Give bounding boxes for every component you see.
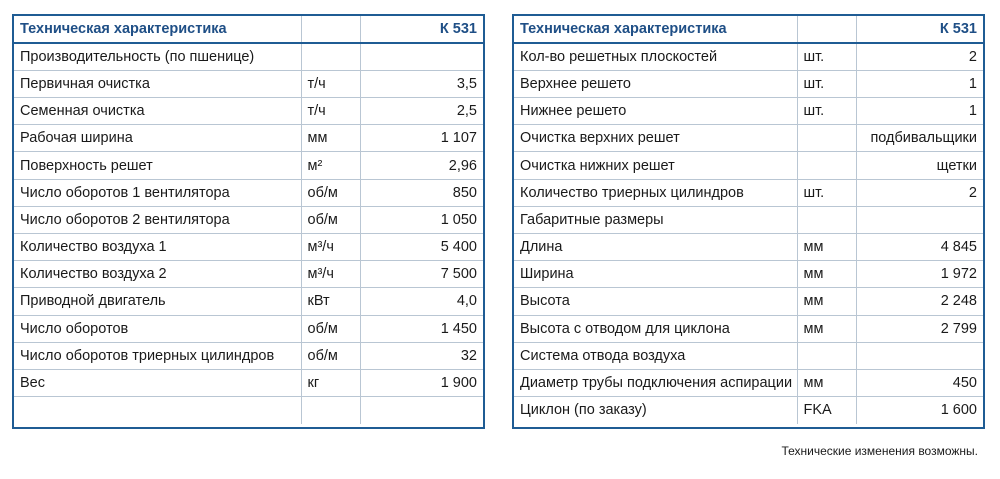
- row-label: Высота: [514, 288, 797, 315]
- table-row: [514, 206, 983, 233]
- row-label: Кол-во решетных плоскостей: [514, 43, 797, 70]
- row-unit: об/м: [301, 206, 360, 233]
- row-label: Первичная очистка: [14, 70, 301, 97]
- row-unit: кВт: [301, 288, 360, 315]
- row-value: подбивальщики: [856, 125, 983, 152]
- row-label: Диаметр трубы подключения аспирации: [514, 369, 797, 396]
- row-value: 2 248: [856, 288, 983, 315]
- row-label: Число оборотов 1 вентилятора: [14, 179, 301, 206]
- row-unit: т/ч: [301, 98, 360, 125]
- row-value: 5 400: [360, 234, 483, 261]
- row-unit: FKA: [797, 397, 856, 424]
- row-unit: [797, 206, 856, 233]
- table-row: [14, 369, 483, 396]
- row-value: 1: [856, 70, 983, 97]
- footnote: Технические изменения возможны.: [781, 444, 978, 458]
- row-value: 2,5: [360, 98, 483, 125]
- row-unit: [301, 397, 360, 424]
- row-value: 1: [856, 98, 983, 125]
- row-unit: мм: [301, 125, 360, 152]
- row-unit: шт.: [797, 43, 856, 70]
- table-row: [514, 43, 983, 70]
- row-unit: [797, 342, 856, 369]
- table-row: [514, 125, 983, 152]
- row-value: 1 600: [940, 402, 977, 419]
- row-label: Очистка нижних решет: [514, 152, 797, 179]
- row-value: 2: [856, 179, 983, 206]
- table-row: [514, 261, 983, 288]
- row-value: 3,5: [360, 70, 483, 97]
- row-unit: шт.: [797, 70, 856, 97]
- row-value: 1 900: [360, 369, 483, 396]
- table-header-row: [514, 16, 983, 43]
- table-row: [14, 125, 483, 152]
- table-row: [514, 70, 983, 97]
- row-value: 1 972: [856, 261, 983, 288]
- header-model: К 531: [360, 16, 483, 43]
- row-value: 1 050: [360, 206, 483, 233]
- row-unit: об/м: [301, 315, 360, 342]
- row-unit: мм: [797, 261, 856, 288]
- row-label: Высота с отводом для циклона: [514, 315, 797, 342]
- table-row: [514, 397, 983, 424]
- row-value: 2 799: [856, 315, 983, 342]
- table-row: [14, 261, 483, 288]
- row-label: Количество воздуха 1: [14, 234, 301, 261]
- row-label: Приводной двигатель: [14, 288, 301, 315]
- row-label: Очистка верхних решет: [514, 125, 797, 152]
- row-unit: шт.: [797, 179, 856, 206]
- row-value: 4,0: [360, 288, 483, 315]
- table-row: [514, 234, 983, 261]
- row-unit: [301, 43, 360, 70]
- table-row: [514, 179, 983, 206]
- row-label: Длина: [514, 234, 797, 261]
- row-value: [360, 43, 483, 70]
- row-label: Количество триерных цилиндров: [514, 179, 797, 206]
- row-value: 32: [360, 342, 483, 369]
- header-model: К 531: [856, 16, 983, 43]
- table-row: [14, 315, 483, 342]
- row-unit: мм: [797, 315, 856, 342]
- table-row: [14, 234, 483, 261]
- row-label: Циклон (по заказу): [514, 397, 797, 424]
- row-unit: м³/ч: [301, 234, 360, 261]
- row-label: Ширина: [514, 261, 797, 288]
- header-title: Техническая характеристика: [14, 16, 301, 43]
- row-label: Производительность (по пшенице): [14, 43, 301, 70]
- table-row: [514, 152, 983, 179]
- row-value: [856, 342, 983, 369]
- table-row: [514, 342, 983, 369]
- right-spec-panel: [512, 14, 985, 429]
- table-row: [14, 152, 483, 179]
- table-row: [14, 43, 483, 70]
- row-unit: м²: [301, 152, 360, 179]
- row-label: Вес: [14, 369, 301, 396]
- header-unit: [797, 16, 856, 43]
- row-unit: т/ч: [301, 70, 360, 97]
- row-label: Нижнее решето: [514, 98, 797, 125]
- table-row: [14, 206, 483, 233]
- row-value: 450: [856, 369, 983, 396]
- table-row: [14, 288, 483, 315]
- left-spec-panel: [12, 14, 485, 429]
- table-row: [514, 315, 983, 342]
- row-value: 7 500: [360, 261, 483, 288]
- right-spec-table: [514, 16, 983, 424]
- row-value: 1 107: [360, 125, 483, 152]
- table-row: [14, 70, 483, 97]
- table-header-row: [14, 16, 483, 43]
- row-label: Габаритные размеры: [514, 206, 797, 233]
- table-row: [14, 342, 483, 369]
- row-unit: об/м: [301, 179, 360, 206]
- row-label: Число оборотов триерных цилиндров: [14, 342, 301, 369]
- header-title: Техническая характеристика: [514, 16, 797, 43]
- row-unit: мм: [797, 369, 856, 396]
- row-value: 2,96: [360, 152, 483, 179]
- row-unit: кг: [301, 369, 360, 396]
- row-unit: [797, 152, 856, 179]
- row-unit: мм: [797, 234, 856, 261]
- row-label: Семенная очистка: [14, 98, 301, 125]
- header-unit: [301, 16, 360, 43]
- row-label: Число оборотов: [14, 315, 301, 342]
- row-label: Поверхность решет: [14, 152, 301, 179]
- row-value: 1 450: [360, 315, 483, 342]
- row-label: Система отвода воздуха: [514, 342, 797, 369]
- row-value: щетки: [856, 152, 983, 179]
- table-row: [514, 98, 983, 125]
- row-label: Число оборотов 2 вентилятора: [14, 206, 301, 233]
- row-unit: [797, 125, 856, 152]
- row-label: Рабочая ширина: [14, 125, 301, 152]
- row-label: Верхнее решето: [514, 70, 797, 97]
- table-row: [514, 369, 983, 396]
- row-unit: об/м: [301, 342, 360, 369]
- table-row: [14, 179, 483, 206]
- row-unit: мм: [797, 288, 856, 315]
- left-spec-table: [14, 16, 483, 424]
- row-value: [856, 206, 983, 233]
- row-value: [360, 397, 483, 424]
- table-row: [14, 98, 483, 125]
- row-value: 4 845: [856, 234, 983, 261]
- row-label: Количество воздуха 2: [14, 261, 301, 288]
- row-value: 850: [360, 179, 483, 206]
- row-unit: м³/ч: [301, 261, 360, 288]
- row-value: 2: [856, 43, 983, 70]
- table-row: [14, 397, 483, 424]
- row-unit: шт.: [797, 98, 856, 125]
- table-row: [514, 288, 983, 315]
- row-label: [14, 397, 301, 424]
